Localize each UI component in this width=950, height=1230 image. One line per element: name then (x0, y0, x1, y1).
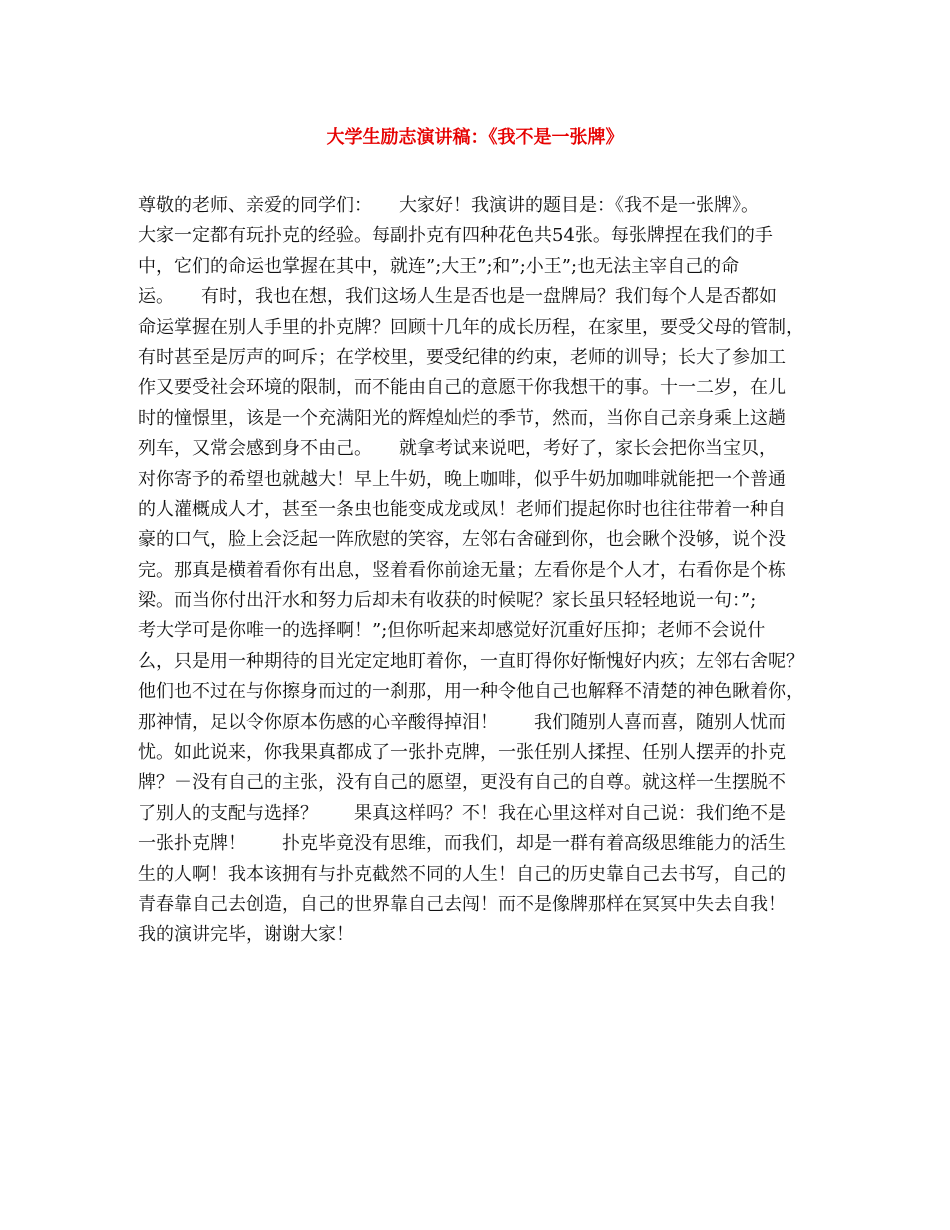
body-line: 梁。而当你付出汗水和努力后却未有收获的时候呢？家长虽只轻轻地说一句：”; (138, 590, 757, 612)
body-line: 豪的口气，脸上会泛起一阵欣慰的笑容，左邻右舍碰到你，也会瞅个没够，说个没 (138, 529, 786, 551)
body-line: 运。 有时，我也在想，我们这场人生是否也是一盘牌局？我们每个人是否都如 (138, 286, 777, 308)
body-line: 青春靠自己去创造，自己的世界靠自己去闯！而不是像牌那样在冥冥中失去自我！ (138, 893, 786, 915)
body-line: 生的人啊！我本该拥有与扑克截然不同的人生！自己的历史靠自己去书写，自己的 (138, 863, 786, 885)
body-line: 他们也不过在与你擦身而过的一刹那，用一种令他自己也解释不清楚的神色瞅着你， (138, 681, 804, 703)
document-body (138, 191, 818, 951)
body-line: 了别人的支配与选择？ 果真这样吗？不！我在心里这样对自己说：我们绝不是 (138, 802, 786, 824)
body-line: 考大学可是你唯一的选择啊！”;但你听起来却感觉好沉重好压抑；老师不会说什 (138, 620, 766, 642)
body-line: 我的演讲完毕，谢谢大家！ (138, 924, 354, 946)
body-line: 命运掌握在别人手里的扑克牌？回顾十几年的成长历程，在家里，要受父母的管制， (138, 316, 804, 338)
body-line: 完。那真是横着看你有出息，竖着看你前途无量；左看你是个人才，右看你是个栋 (138, 559, 786, 581)
body-line: 中，它们的命运也掌握在其中，就连”;大王”;和”;小王”;也无法主宰自己的命 (138, 255, 740, 277)
document-title: 大学生励志演讲稿：《我不是一张牌》 (326, 127, 624, 148)
body-line: 有时甚至是厉声的呵斥；在学校里，要受纪律的约束，老师的训导；长大了参加工 (138, 346, 786, 368)
body-line: 的人灌概成人才，甚至一条虫也能变成龙或凤！老师们提起你时也往往带着一种自 (138, 498, 786, 520)
body-line: 忧。如此说来，你我果真都成了一张扑克牌，一张任别人揉捏、任别人摆弄的扑克 (138, 742, 786, 764)
body-line: 尊敬的老师、亲爱的同学们： 大家好！我演讲的题目是：《我不是一张牌》。 (138, 195, 759, 216)
body-line: 大家一定都有玩扑克的经验。每副扑克有四种花色共54张。每张牌捏在我们的手 (138, 225, 773, 247)
body-line: 列车，又常会感到身不由己。 就拿考试来说吧，考好了，家长会把你当宝贝， (138, 438, 777, 460)
body-line: 那神情，足以令你原本伤感的心辛酸得掉泪！ 我们随别人喜而喜，随别人忧而 (138, 711, 786, 733)
body-line: 一张扑克牌！ 扑克毕竟没有思维，而我们，却是一群有着高级思维能力的活生 (138, 833, 786, 855)
body-line: 作又要受社会环境的限制，而不能由自己的意愿干你我想干的事。十一二岁，在儿 (138, 377, 786, 399)
body-line: 么，只是用一种期待的目光定定地盯着你，一直盯得你好惭愧好内疚；左邻右舍呢？ (138, 650, 804, 672)
body-line: 对你寄予的希望也就越大！早上牛奶，晚上咖啡，似乎牛奶加咖啡就能把一个普通 (138, 468, 786, 490)
body-line: 时的憧憬里，该是一个充满阳光的辉煌灿烂的季节，然而，当你自己亲身乘上这趟 (138, 407, 786, 429)
body-line: 牌？－没有自己的主张，没有自己的愿望，更没有自己的自尊。就这样一生摆脱不 (138, 772, 786, 794)
